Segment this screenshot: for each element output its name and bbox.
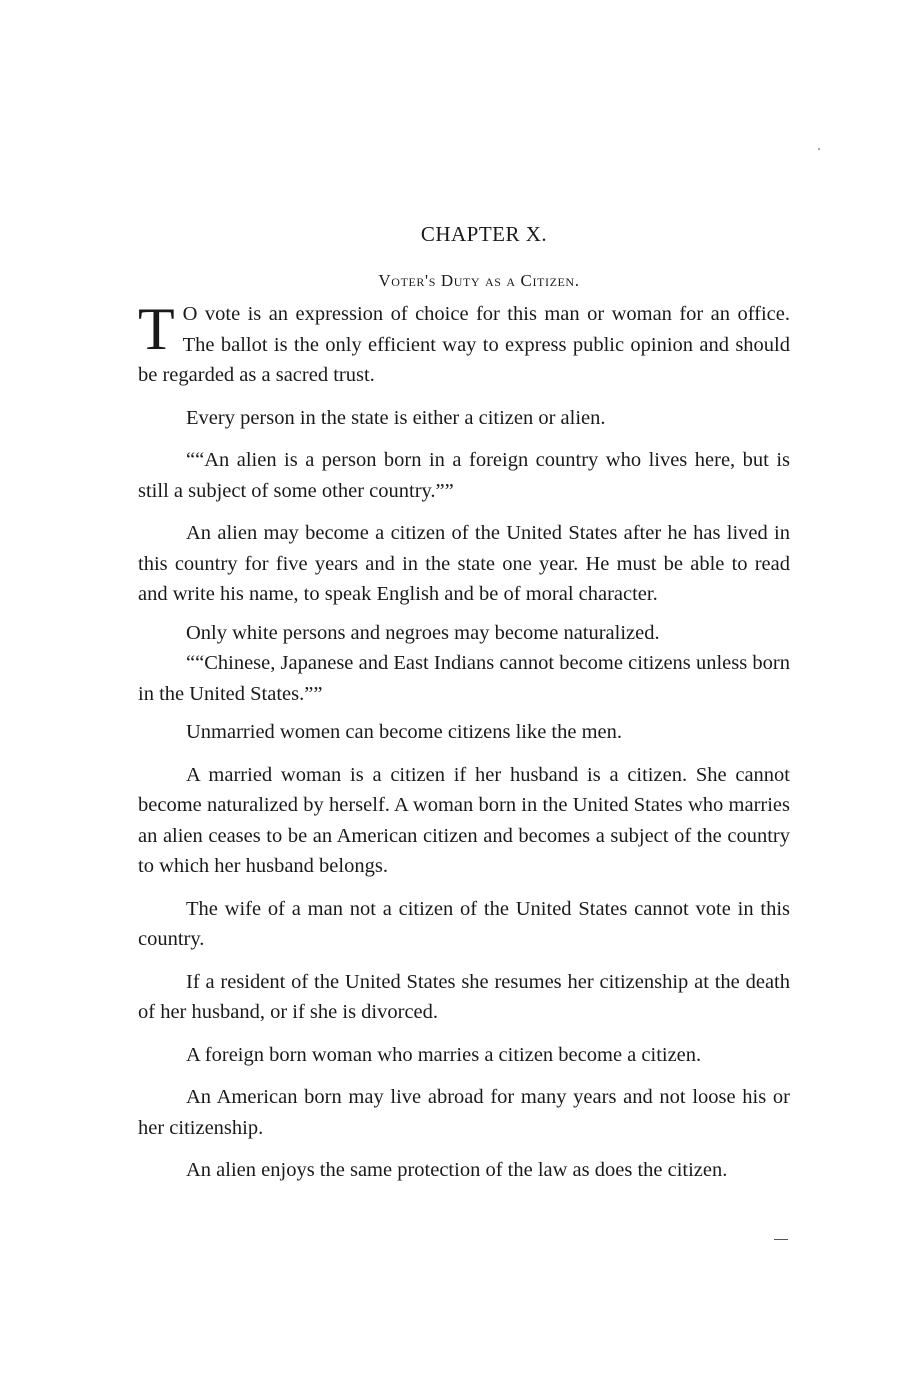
- scan-speck: [818, 148, 820, 150]
- paragraph-13: An alien enjoys the same protection of the law as does the citizen.: [186, 1159, 728, 1181]
- paragraph-12: An American born may live abroad for many years and not loose his or her citizenship.: [138, 1086, 790, 1139]
- paragraph-10: If a resident of the United States she resumes her citizenship at the death of her husband, or if she is divorced.: [138, 970, 790, 1023]
- paragraph-1-text: O vote is an expression of choice for this man or woman for an office. The ballot is the only efficient way to express public opinion and should be regarded as a sacred trust.: [138, 303, 790, 386]
- paragraph-6: ““Chinese, Japanese and East Indians cannot become citizens unless born in the United States.””: [138, 652, 790, 705]
- section-title: Voter's Duty as a Citizen.: [378, 271, 580, 290]
- chapter-title: CHAPTER X.: [420, 222, 548, 246]
- paragraph-4: An alien may become a citizen of the United States after he has lived in this country for five years and in the state one year. He must be able to read and write his name, to speak English and be of moral character.: [138, 522, 790, 605]
- paragraph-5: Only white persons and negroes may become naturalized.: [186, 621, 660, 644]
- paragraph-11: A foreign born woman who marries a citizen become a citizen.: [186, 1043, 702, 1066]
- drop-cap: T: [138, 296, 175, 362]
- document-page: [138, 222, 790, 1186]
- paragraph-9: The wife of a man not a citizen of the United States cannot vote in this country.: [138, 897, 790, 950]
- footer-dash: [774, 1239, 788, 1240]
- paragraph-1: [138, 296, 790, 391]
- paragraph-8: A married woman is a citizen if her husband is a citizen. She cannot become naturalized by herself. A woman born in the United States who marries an alien ceases to be an American citizen and becomes a subject of the country to which her husband belongs.: [138, 763, 790, 877]
- paragraph-7: Unmarried women can become citizens like the men.: [186, 721, 623, 743]
- paragraph-3: ““An alien is a person born in a foreign country who lives here, but is still a subject of some other country.””: [138, 449, 790, 502]
- paragraph-2: Every person in the state is either a citizen or alien.: [186, 406, 606, 429]
